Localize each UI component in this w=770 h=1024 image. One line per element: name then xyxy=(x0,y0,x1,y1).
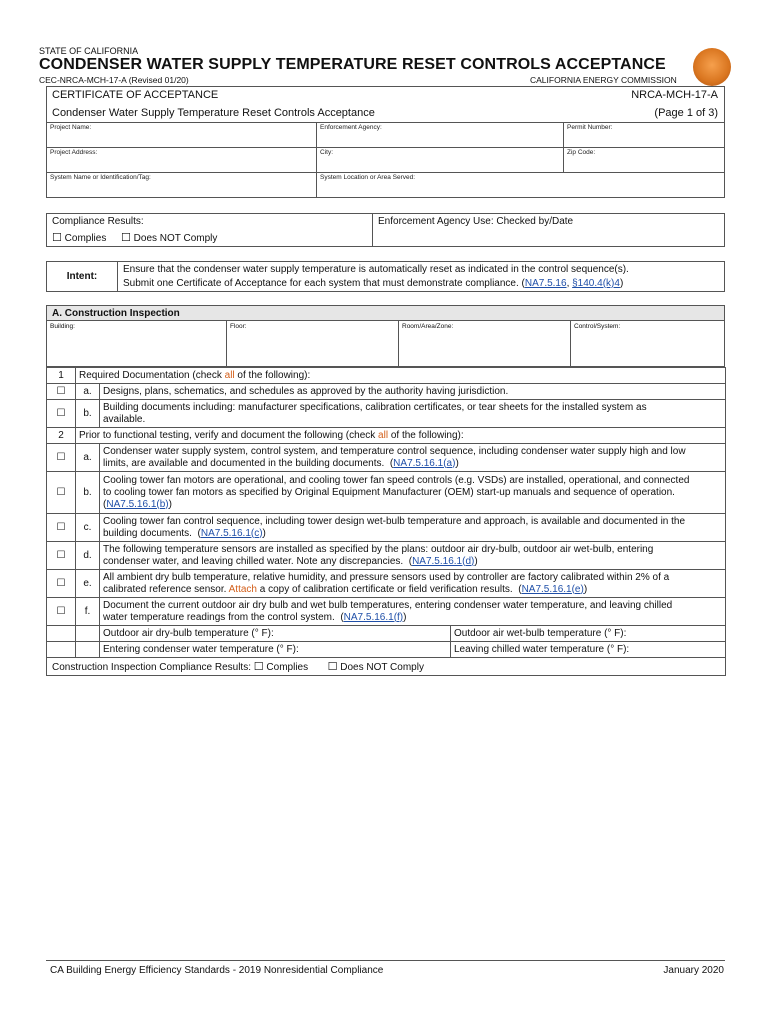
project-address-field[interactable] xyxy=(47,148,317,173)
item-2d-line-2: condenser water, and leaving chilled water. Note any discrepancies. (NA7.5.16.1(d)) xyxy=(103,555,478,567)
item-2c-line-2-text: building documents. xyxy=(103,527,192,539)
table-row xyxy=(47,444,726,472)
item-letter: e. xyxy=(76,570,100,598)
na7-5-16-1c-link[interactable]: NA7.5.16.1(c) xyxy=(200,527,263,539)
item-heading xyxy=(76,428,726,444)
item-2a-line-1: Condenser water supply system, control system, and temperature control sequence, including condenser water supply high and low xyxy=(103,445,686,457)
complies-label: Complies xyxy=(64,233,107,244)
enforcement-use-label: Enforcement Agency Use: Checked by/Date xyxy=(378,216,574,227)
table-row xyxy=(47,384,726,400)
item-heading-end: of the following): xyxy=(234,369,311,381)
construction-not-comply-checkbox[interactable]: ☐ xyxy=(327,659,338,673)
table-row xyxy=(47,400,726,428)
form-id: CEC-NRCA-MCH-17-A (Revised 01/20) xyxy=(39,75,189,85)
footer-divider xyxy=(46,960,725,961)
item-1b-line-2: available. xyxy=(103,413,146,425)
floor-label: Floor: xyxy=(230,323,247,330)
item-number: 1 xyxy=(47,368,76,384)
item-2f-text xyxy=(100,598,726,626)
item-2b-line-1: Cooling tower fan motors are operational, and cooling tower fan speed controls (e.g. VSDs) are installed, operational, and connected xyxy=(103,474,690,486)
item-heading-text: Prior to functional testing, verify and document the following (check xyxy=(79,429,379,441)
item-1a-checkbox[interactable]: ☐ xyxy=(47,384,76,400)
compliance-results-cell xyxy=(47,214,373,246)
certificate-subject: Condenser Water Supply Temperature Reset Controls Acceptance xyxy=(52,107,375,119)
item-2b-checkbox[interactable]: ☐ xyxy=(47,472,76,514)
table-row xyxy=(47,472,726,514)
enforcement-agency-label: Enforcement Agency: xyxy=(320,124,382,131)
item-2f-line-2-text: water temperature readings from the control system. xyxy=(103,611,335,623)
city-label: City: xyxy=(320,149,333,156)
certificate-type: CERTIFICATE OF ACCEPTANCE xyxy=(52,89,219,101)
inspection-items-table xyxy=(46,367,726,676)
item-2b-line-3: (NA7.5.16.1(b)) xyxy=(103,498,172,510)
item-1b-line-1: Building documents including: manufacturer specifications, calibration certificates, or tear sheets for the installed system as xyxy=(103,401,647,413)
construction-not-comply-label: Does NOT Comply xyxy=(340,661,424,673)
item-heading-end: of the following): xyxy=(388,429,464,441)
construction-inspection-box xyxy=(46,305,725,367)
project-address-label: Project Address: xyxy=(50,149,98,156)
empty-cell xyxy=(76,642,100,658)
attach-emphasis: Attach xyxy=(228,583,257,595)
item-2d-text xyxy=(100,542,726,570)
table-row xyxy=(47,542,726,570)
page-number: (Page 1 of 3) xyxy=(654,107,718,119)
item-2e-checkbox[interactable]: ☐ xyxy=(47,570,76,598)
certificate-title-box xyxy=(46,86,725,123)
leaving-chilled-field[interactable] xyxy=(451,642,726,658)
table-row xyxy=(47,570,726,598)
intent-line-1: Ensure that the condenser water supply temperature is automatically reset as indicated in the control sequence(s). xyxy=(123,264,629,275)
item-2c-line-1: Cooling tower fan control sequence, including tower design wet-bulb temperature and approach, is available and documented in the xyxy=(103,515,686,527)
item-2f-line-2: water temperature readings from the control system. (NA7.5.16.1(f)) xyxy=(103,611,407,623)
page-title: CONDENSER WATER SUPPLY TEMPERATURE RESET CONTROLS ACCEPTANCE xyxy=(39,56,666,73)
building-label: Building: xyxy=(50,323,75,330)
zip-code-label: Zip Code: xyxy=(567,149,596,156)
item-2d-checkbox[interactable]: ☐ xyxy=(47,542,76,570)
section-140-4-link[interactable]: §140.4(k)4 xyxy=(572,278,620,289)
item-2a-line-2-text: limits, are available and documented in the building documents. xyxy=(103,457,385,469)
item-2e-text xyxy=(100,570,726,598)
na7-5-16-1f-link[interactable]: NA7.5.16.1(f) xyxy=(343,611,404,623)
na7-5-16-1e-link[interactable]: NA7.5.16.1(e) xyxy=(521,583,584,595)
not-comply-option[interactable] xyxy=(121,231,217,244)
footer-standards: CA Building Energy Efficiency Standards - 2019 Nonresidential Compliance xyxy=(50,965,384,976)
table-row xyxy=(47,428,726,444)
item-1b-checkbox[interactable]: ☐ xyxy=(47,400,76,428)
na7-5-16-1b-link[interactable]: NA7.5.16.1(b) xyxy=(106,498,169,510)
cec-seal-icon xyxy=(693,48,731,86)
item-2b-line-2: to cooling tower fan motors as specified by Original Equipment Manufacturer (OEM) start-up manuals and sequence of operation. xyxy=(103,486,675,498)
na7-5-16-1a-link[interactable]: NA7.5.16.1(a) xyxy=(393,457,456,469)
system-name-label: System Name or Identification/Tag: xyxy=(50,174,151,181)
intent-box xyxy=(46,261,725,292)
item-heading xyxy=(76,368,726,384)
project-info-table xyxy=(46,122,725,198)
room-label: Room/Area/Zone: xyxy=(402,323,454,330)
state-label: STATE OF CALIFORNIA xyxy=(39,46,139,56)
item-letter: d. xyxy=(76,542,100,570)
entering-condenser-label: Entering condenser water temperature (° F): xyxy=(103,643,299,655)
intent-line-2-text: Submit one Certificate of Acceptance for each system that must demonstrate compliance. ( xyxy=(123,278,525,289)
item-number: 2 xyxy=(47,428,76,444)
item-2c-checkbox[interactable]: ☐ xyxy=(47,514,76,542)
system-location-field[interactable] xyxy=(317,173,725,198)
item-letter: a. xyxy=(76,384,100,400)
all-emphasis: all xyxy=(378,429,389,441)
empty-cell xyxy=(76,626,100,642)
building-field[interactable] xyxy=(47,321,227,366)
construction-results-row xyxy=(47,658,726,676)
enforcement-agency-field[interactable] xyxy=(317,123,564,148)
outdoor-wet-bulb-label: Outdoor air wet-bulb temperature (° F): xyxy=(454,627,627,639)
table-row xyxy=(47,642,726,658)
empty-cell xyxy=(47,642,76,658)
floor-field[interactable] xyxy=(227,321,399,366)
item-1a-text: Designs, plans, schematics, and schedules as approved by the authority having jurisdiction. xyxy=(100,384,726,400)
table-row xyxy=(47,626,726,642)
outdoor-wet-bulb-field[interactable] xyxy=(451,626,726,642)
compliance-results-label: Compliance Results: xyxy=(52,216,144,227)
intent-line-2 xyxy=(123,278,623,289)
item-2d-line-1: The following temperature sensors are installed as specified by the plans: outdoor air dry-bulb, outdoor air wet-bulb, entering xyxy=(103,543,654,555)
intent-label: Intent: xyxy=(47,262,118,291)
item-letter: b. xyxy=(76,472,100,514)
project-name-label: Project Name: xyxy=(50,124,92,131)
system-name-field[interactable] xyxy=(47,173,317,198)
empty-cell xyxy=(47,626,76,642)
item-2e-line-2: calibrated reference sensor. Attach a copy of calibration certificate or field verification results. (NA7.5.16.1(e)) xyxy=(103,583,588,595)
compliance-results-box xyxy=(46,213,725,247)
item-2a-checkbox[interactable]: ☐ xyxy=(47,444,76,472)
item-2a-line-2: limits, are available and documented in the building documents. (NA7.5.16.1(a)) xyxy=(103,457,459,469)
city-field[interactable] xyxy=(317,148,564,173)
construction-complies-label: Complies xyxy=(266,661,309,673)
table-row xyxy=(47,598,726,626)
footer-date: January 2020 xyxy=(663,965,724,976)
item-2e-line-2-end: a copy of calibration certificate or field verification results. xyxy=(257,583,513,595)
outdoor-dry-bulb-label: Outdoor air dry-bulb temperature (° F): xyxy=(103,627,274,639)
permit-number-field[interactable] xyxy=(564,123,725,148)
na7-5-16-1d-link[interactable]: NA7.5.16.1(d) xyxy=(412,555,475,567)
intent-line-2-end: ) xyxy=(619,278,624,289)
system-location-label: System Location or Area Served: xyxy=(320,174,416,181)
item-2c-line-2: building documents. (NA7.5.16.1(c)) xyxy=(103,527,266,539)
table-row xyxy=(47,514,726,542)
na7-5-16-link[interactable]: NA7.5.16 xyxy=(524,278,567,289)
control-system-label: Control/System: xyxy=(574,323,621,330)
entering-condenser-field[interactable] xyxy=(100,642,451,658)
item-2c-text xyxy=(100,514,726,542)
all-emphasis: all xyxy=(224,369,235,381)
table-row xyxy=(47,368,726,384)
not-comply-label: Does NOT Comply xyxy=(133,233,218,244)
item-1b-text xyxy=(100,400,726,428)
permit-number-label: Permit Number: xyxy=(567,124,613,131)
control-system-field[interactable] xyxy=(571,321,721,366)
intent-separator: , xyxy=(566,278,573,289)
construction-inspection-header: A. Construction Inspection xyxy=(47,306,724,321)
item-2f-checkbox[interactable]: ☐ xyxy=(47,598,76,626)
item-2b-text xyxy=(100,472,726,514)
construction-complies-checkbox[interactable]: ☐ xyxy=(253,659,264,673)
agency-name: CALIFORNIA ENERGY COMMISSION xyxy=(530,75,677,85)
outdoor-dry-bulb-field[interactable] xyxy=(100,626,451,642)
zip-code-field[interactable] xyxy=(564,148,725,173)
item-2e-line-2-text: calibrated reference sensor. xyxy=(103,583,229,595)
item-2d-line-2-text: condenser water, and leaving chilled water. Note any discrepancies. xyxy=(103,555,404,567)
form-code: NRCA-MCH-17-A xyxy=(631,89,718,101)
item-letter: a. xyxy=(76,444,100,472)
item-letter: f. xyxy=(76,598,100,626)
item-2e-line-1: All ambient dry bulb temperature, relative humidity, and pressure sensors used by controller are factory calibrated within 2% of a xyxy=(103,571,670,583)
item-letter: b. xyxy=(76,400,100,428)
not-comply-checkbox[interactable]: ☐ xyxy=(121,231,131,244)
table-row xyxy=(47,658,726,676)
item-2a-text xyxy=(100,444,726,472)
complies-option[interactable] xyxy=(52,231,106,244)
construction-results-label: Construction Inspection Compliance Results: xyxy=(52,661,251,673)
item-letter: c. xyxy=(76,514,100,542)
room-area-zone-field[interactable] xyxy=(399,321,571,366)
project-name-field[interactable] xyxy=(47,123,317,148)
complies-checkbox[interactable]: ☐ xyxy=(52,231,62,244)
leaving-chilled-label: Leaving chilled water temperature (° F): xyxy=(454,643,630,655)
item-2f-line-1: Document the current outdoor air dry bulb and wet bulb temperatures, entering condenser water temperature, and leaving chilled xyxy=(103,599,673,611)
item-heading-text: Required Documentation (check xyxy=(79,369,225,381)
